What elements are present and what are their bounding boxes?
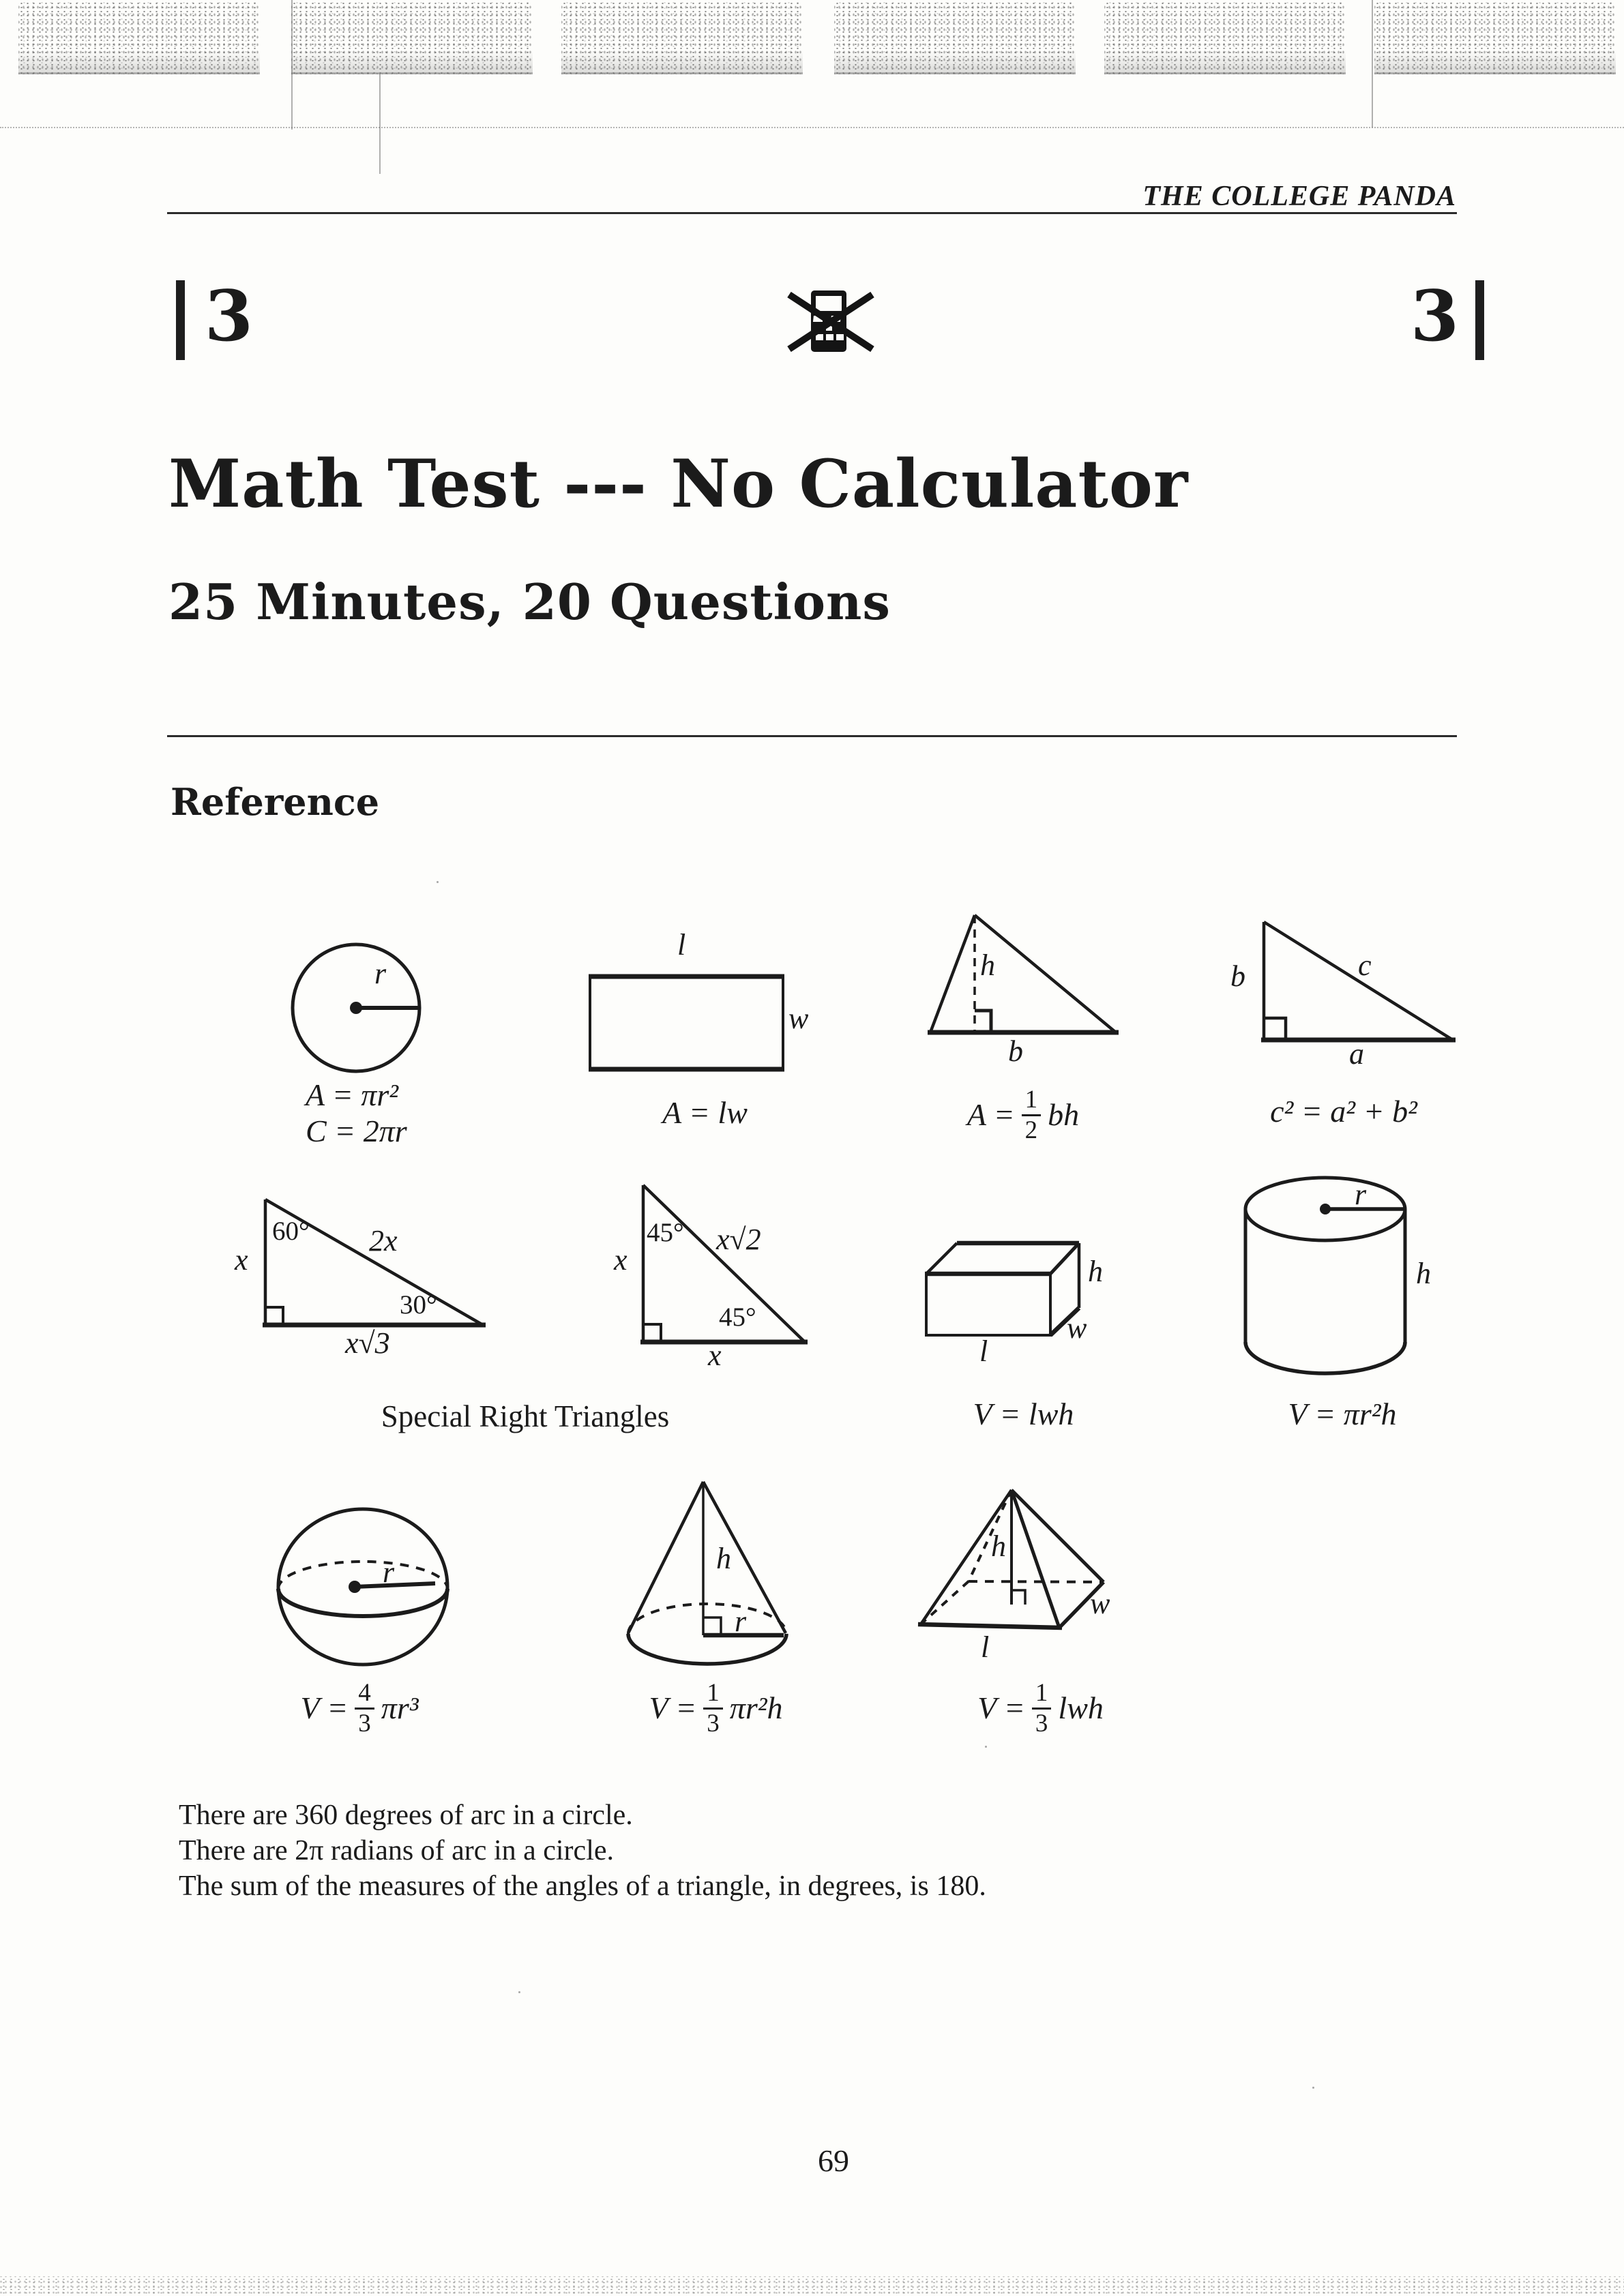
note-radians: There are 2π radians of arc in a circle. [179, 1835, 614, 1866]
box-figure [921, 1238, 1088, 1347]
pyramid-width-label: w [1090, 1587, 1110, 1620]
circle-radius-label: r [374, 957, 387, 990]
triangle-30-60-90-figure [254, 1189, 493, 1335]
page-number: 69 [818, 2143, 849, 2178]
page-title: Math Test --- No Calculator [168, 445, 1189, 522]
right-triangle-leg-label: b [1230, 959, 1245, 993]
scan-noise-block [1374, 1, 1616, 74]
header-rule [167, 212, 1457, 214]
cone-volume-formula: V = $\frac{1}{3}$ πr²h [649, 1679, 783, 1738]
pyramid-length-label: l [981, 1630, 990, 1664]
pyramid-volume-formula: V = $\frac{1}{3}$ lwh [977, 1679, 1104, 1738]
scan-speck [437, 881, 439, 883]
rectangle-length-label: l [677, 928, 686, 961]
box-height-label: h [1088, 1255, 1103, 1288]
scan-speck [518, 1991, 520, 1993]
book-brand-header: THE COLLEGE PANDA [1142, 181, 1456, 212]
triangle-base-label: b [1008, 1034, 1023, 1068]
reference-heading: Reference [171, 780, 380, 824]
cone-figure [621, 1473, 798, 1671]
sphere-figure [273, 1504, 457, 1674]
section-bar-right [1475, 280, 1484, 360]
box-width-label: w [1067, 1311, 1087, 1345]
side-x-label: x [235, 1243, 248, 1277]
angle-60-label: 60° [272, 1217, 310, 1246]
triangle-figure [921, 907, 1125, 1043]
scan-line-artifact [291, 0, 293, 130]
scan-noise-block [834, 1, 1076, 74]
rectangle-area-formula: A = lw [662, 1095, 748, 1130]
scan-noise-block [1104, 1, 1346, 74]
angle-45-top-label: 45° [647, 1218, 684, 1247]
scan-dotted-line [0, 127, 1624, 128]
sphere-volume-formula: V = $\frac{4}{3}$ πr³ [300, 1679, 419, 1738]
rectangle-width-label: w [788, 1002, 809, 1035]
scan-noise-bottom [0, 2276, 1624, 2296]
triangle-height-label: h [980, 949, 995, 982]
no-calculator-icon [786, 289, 875, 358]
triangle-area-formula: A = $\frac{1}{2}$ bh [966, 1086, 1080, 1144]
section-number-right: 3 [1411, 275, 1459, 357]
base-x-label: x [708, 1339, 722, 1372]
pythagorean-formula: c² = a² + b² [1270, 1094, 1417, 1129]
box-volume-formula: V = lwh [973, 1397, 1074, 1431]
cylinder-volume-formula: V = πr²h [1288, 1397, 1397, 1431]
page-subtitle: 25 Minutes, 20 Questions [168, 573, 891, 631]
right-triangle-hypotenuse-label: c [1358, 949, 1372, 982]
side-x-label: x [614, 1243, 628, 1277]
cylinder-height-label: h [1416, 1257, 1431, 1290]
sphere-radius-label: r [383, 1555, 395, 1589]
section-bar-left [176, 280, 185, 360]
note-triangle-sum: The sum of the measures of the angles of a triangle, in degrees, is 180. [179, 1870, 986, 1902]
base-xroot3-label: x√3 [345, 1326, 390, 1360]
cylinder-radius-label: r [1355, 1178, 1367, 1211]
cone-height-label: h [716, 1542, 731, 1575]
scan-line-artifact [1372, 0, 1373, 128]
box-length-label: l [979, 1335, 988, 1368]
scan-line-artifact [379, 74, 381, 174]
section-number-left: 3 [205, 275, 253, 357]
cylinder-figure [1238, 1173, 1415, 1377]
special-right-triangles-caption: Special Right Triangles [381, 1399, 670, 1433]
rectangle-figure [585, 972, 790, 1074]
section-rule [167, 735, 1457, 737]
scan-noise-block [291, 1, 533, 74]
hypotenuse-2x-label: 2x [369, 1224, 398, 1257]
hypotenuse-xroot2-label: x√2 [716, 1223, 761, 1256]
circle-circumference-formula: C = 2πr [306, 1114, 407, 1148]
circle-figure [286, 938, 430, 1081]
note-degrees: There are 360 degrees of arc in a circle. [179, 1800, 633, 1831]
angle-45-bottom-label: 45° [719, 1302, 756, 1332]
cone-radius-label: r [735, 1605, 747, 1638]
scan-speck [985, 1746, 987, 1748]
pyramid-height-label: h [991, 1530, 1006, 1563]
scan-speck [1312, 2087, 1314, 2089]
scan-noise-block [561, 1, 803, 74]
scan-noise-block [18, 1, 260, 74]
right-triangle-base-label: a [1349, 1037, 1364, 1071]
angle-30-label: 30° [400, 1290, 437, 1320]
circle-area-formula: A = πr² [306, 1077, 399, 1112]
